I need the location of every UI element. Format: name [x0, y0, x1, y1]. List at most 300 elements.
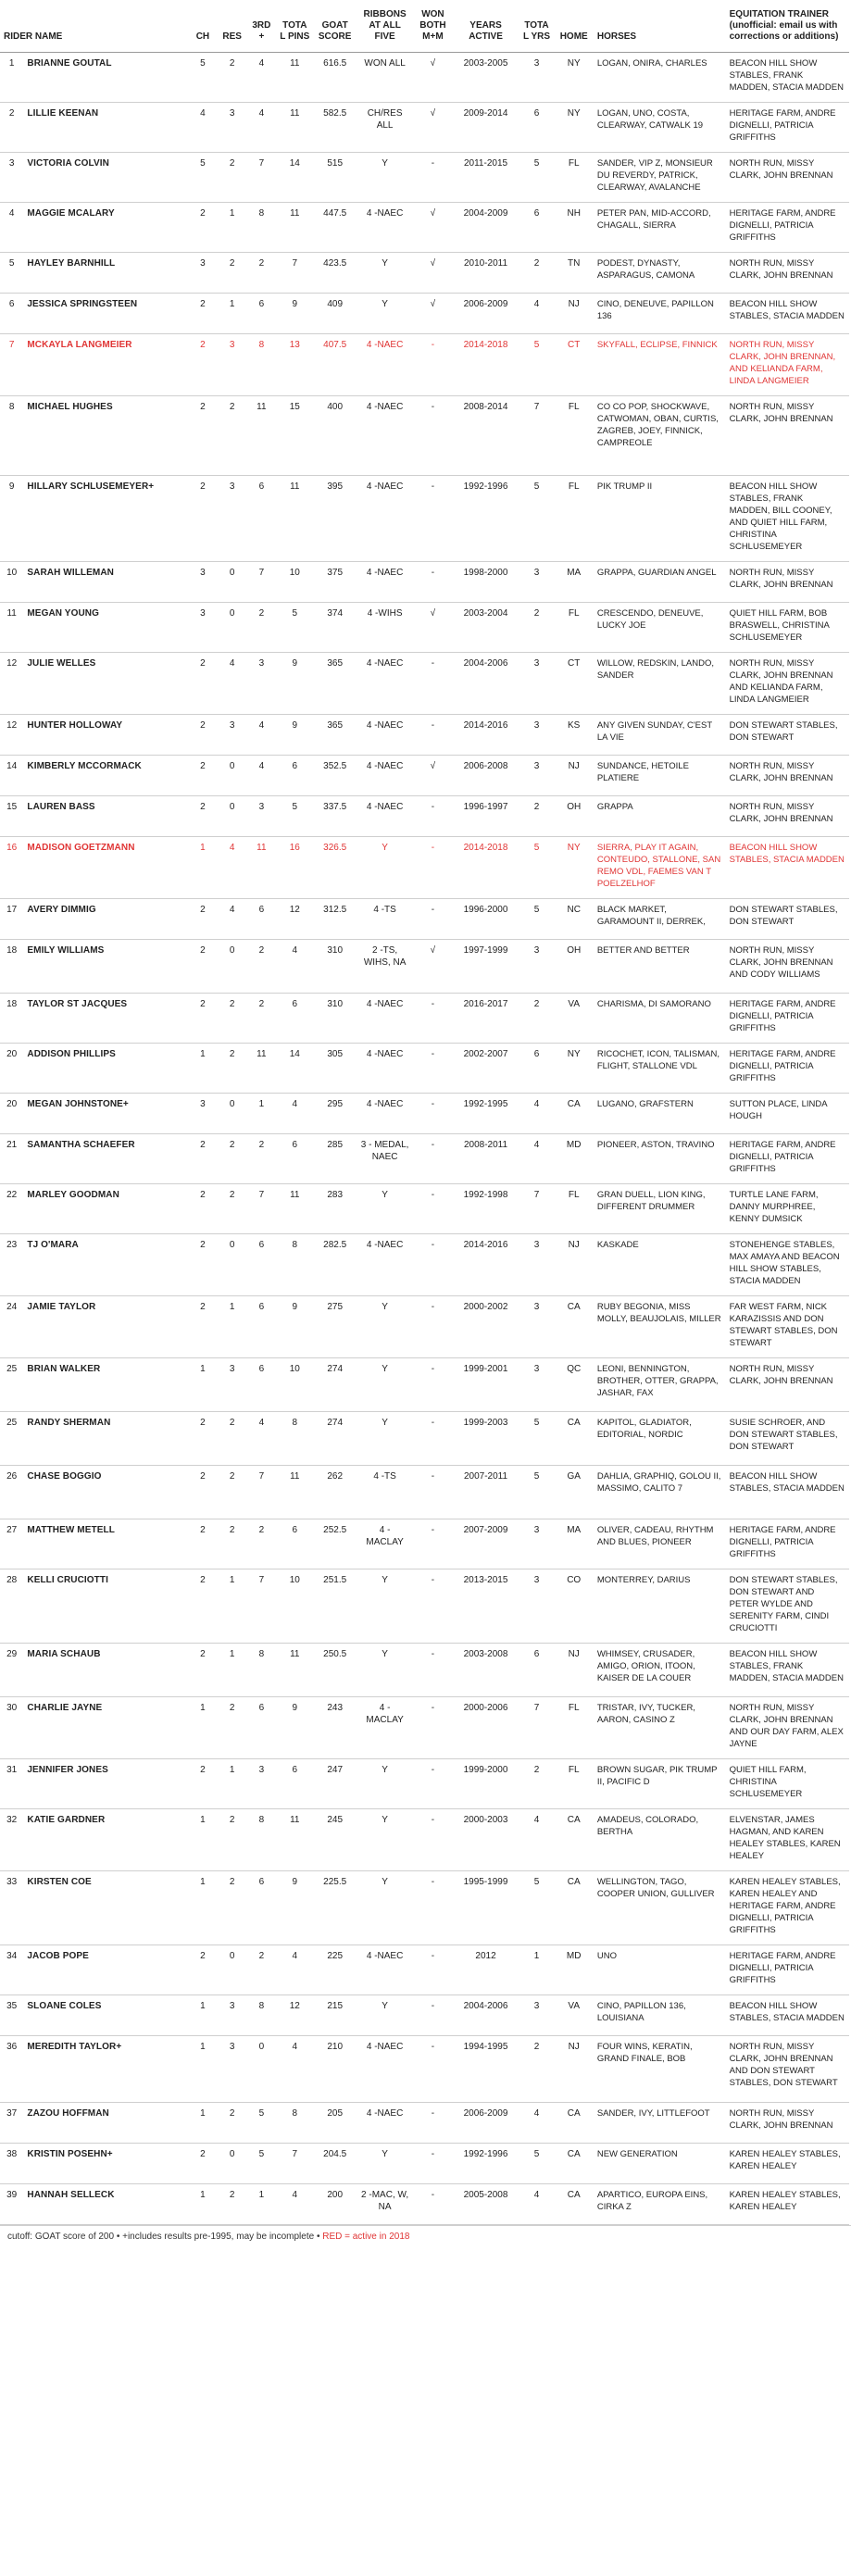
table-row: [0, 796, 849, 837]
ribbons-at-all-five: Y: [357, 1184, 413, 1234]
rider-name: MARLEY GOODMAN: [23, 1184, 188, 1234]
goat-score: 251.5: [313, 1569, 357, 1644]
equitation-trainer: BEACON HILL SHOW STABLES, STACIA MADDEN: [726, 294, 849, 334]
rider-name: ADDISON PHILLIPS: [23, 1044, 188, 1094]
table-row: [0, 1296, 849, 1358]
total-years: 3: [519, 1569, 554, 1644]
goat-score: 225.5: [313, 1871, 357, 1945]
ch-count: 2: [188, 1519, 218, 1569]
total-pins: 11: [276, 103, 313, 153]
third-count: 5: [247, 2103, 277, 2144]
res-count: 1: [218, 1569, 247, 1644]
res-count: 2: [218, 253, 247, 294]
header-ribbons: RIBBONS AT ALL FIVE: [357, 0, 413, 53]
horses: KASKADE: [594, 1234, 726, 1296]
won-both: -: [413, 1809, 452, 1871]
goat-score: 215: [313, 1995, 357, 2036]
home-state: NJ: [555, 294, 594, 334]
won-both: √: [413, 294, 452, 334]
total-years: 5: [519, 153, 554, 203]
rider-name: JAMIE TAYLOR: [23, 1296, 188, 1358]
horses: BROWN SUGAR, PIK TRUMP II, PACIFIC D: [594, 1759, 726, 1809]
total-pins: 11: [276, 53, 313, 103]
ch-count: 2: [188, 203, 218, 253]
total-pins: 14: [276, 1044, 313, 1094]
horses: AMADEUS, COLORADO, BERTHA: [594, 1809, 726, 1871]
home-state: FL: [555, 1759, 594, 1809]
ribbons-at-all-five: WON ALL: [357, 53, 413, 103]
rank-cell: 17: [0, 899, 23, 940]
table-row: [0, 1697, 849, 1759]
total-pins: 9: [276, 1697, 313, 1759]
table-row: [0, 103, 849, 153]
third-count: 7: [247, 1184, 277, 1234]
home-state: TN: [555, 253, 594, 294]
res-count: 2: [218, 1184, 247, 1234]
total-years: 3: [519, 1358, 554, 1412]
equitation-trainer: NORTH RUN, MISSY CLARK, JOHN BRENNAN: [726, 1358, 849, 1412]
table-header: [0, 0, 849, 53]
ch-count: 1: [188, 2036, 218, 2103]
won-both: √: [413, 203, 452, 253]
rank-cell: 18: [0, 940, 23, 994]
horses: WHIMSEY, CRUSADER, AMIGO, ORION, ITOON, KAISER DE LA COUER: [594, 1644, 726, 1697]
won-both: -: [413, 715, 452, 756]
horses: CO CO POP, SHOCKWAVE, CATWOMAN, OBAN, CURTIS, ZAGREB, JOEY, FINNICK, CAMPREOLE: [594, 396, 726, 476]
total-pins: 4: [276, 1945, 313, 1995]
total-years: 3: [519, 715, 554, 756]
res-count: 3: [218, 715, 247, 756]
res-count: 3: [218, 1358, 247, 1412]
rank-cell: 36: [0, 2036, 23, 2103]
home-state: MA: [555, 562, 594, 603]
rank-cell: 1: [0, 53, 23, 103]
total-pins: 13: [276, 334, 313, 396]
rider-name: MAGGIE MCALARY: [23, 203, 188, 253]
third-count: 8: [247, 203, 277, 253]
ch-count: 2: [188, 994, 218, 1044]
total-years: 3: [519, 53, 554, 103]
header-years-active: YEARS ACTIVE: [453, 0, 519, 53]
total-years: 5: [519, 1871, 554, 1945]
goat-score: 375: [313, 562, 357, 603]
total-pins: 6: [276, 1759, 313, 1809]
res-count: 3: [218, 103, 247, 153]
third-count: 7: [247, 153, 277, 203]
horses: OLIVER, CADEAU, RHYTHM AND BLUES, PIONEER: [594, 1519, 726, 1569]
total-years: 7: [519, 1184, 554, 1234]
table-row: [0, 1519, 849, 1569]
total-years: 5: [519, 334, 554, 396]
equitation-trainer: QUIET HILL FARM, BOB BRASWELL, CHRISTINA SCHLUSEMEYER: [726, 603, 849, 653]
ribbons-at-all-five: Y: [357, 1296, 413, 1358]
years-active: 2007-2009: [453, 1519, 519, 1569]
equitation-trainer: NORTH RUN, MISSY CLARK, JOHN BRENNAN: [726, 2103, 849, 2144]
years-active: 2003-2008: [453, 1644, 519, 1697]
equitation-trainer: HERITAGE FARM, ANDRE DIGNELLI, PATRICIA GRIFFITHS: [726, 1044, 849, 1094]
horses: GRAPPA, GUARDIAN ANGEL: [594, 562, 726, 603]
home-state: CA: [555, 2103, 594, 2144]
horses: CINO, PAPILLON 136, LOUISIANA: [594, 1995, 726, 2036]
table-row: [0, 1412, 849, 1466]
third-count: 2: [247, 994, 277, 1044]
table-row: [0, 2144, 849, 2184]
table-row: [0, 1644, 849, 1697]
years-active: 2004-2006: [453, 1995, 519, 2036]
ribbons-at-all-five: 4 -NAEC: [357, 1044, 413, 1094]
won-both: -: [413, 1466, 452, 1519]
rider-name: LILLIE KEENAN: [23, 103, 188, 153]
ribbons-at-all-five: 4 -NAEC: [357, 796, 413, 837]
equitation-trainer: QUIET HILL FARM, CHRISTINA SCHLUSEMEYER: [726, 1759, 849, 1809]
equitation-trainer: ELVENSTAR, JAMES HAGMAN, AND KAREN HEALEY STABLES, KAREN HEALEY: [726, 1809, 849, 1871]
total-pins: 15: [276, 396, 313, 476]
ribbons-at-all-five: Y: [357, 1358, 413, 1412]
ribbons-at-all-five: Y: [357, 1995, 413, 2036]
ch-count: 2: [188, 796, 218, 837]
header-res: RES: [218, 0, 247, 53]
equitation-trainer: DON STEWART STABLES, DON STEWART: [726, 715, 849, 756]
table-row: [0, 1995, 849, 2036]
home-state: MD: [555, 1945, 594, 1995]
rider-name: BRIANNE GOUTAL: [23, 53, 188, 103]
table-row: [0, 756, 849, 796]
total-pins: 9: [276, 294, 313, 334]
total-years: 3: [519, 940, 554, 994]
ch-count: 1: [188, 1697, 218, 1759]
won-both: -: [413, 796, 452, 837]
table-row: [0, 1809, 849, 1871]
table-row: [0, 1134, 849, 1184]
rank-cell: 16: [0, 837, 23, 899]
ribbons-at-all-five: 4 -NAEC: [357, 1094, 413, 1134]
ribbons-at-all-five: 4 -NAEC: [357, 994, 413, 1044]
goat-score: 447.5: [313, 203, 357, 253]
home-state: CA: [555, 1094, 594, 1134]
horses: WELLINGTON, TAGO, COOPER UNION, GULLIVER: [594, 1871, 726, 1945]
ribbons-at-all-five: Y: [357, 153, 413, 203]
rider-name: MCKAYLA LANGMEIER: [23, 334, 188, 396]
goat-score: 337.5: [313, 796, 357, 837]
total-pins: 9: [276, 653, 313, 715]
horses: UNO: [594, 1945, 726, 1995]
won-both: √: [413, 756, 452, 796]
won-both: -: [413, 1412, 452, 1466]
total-pins: 4: [276, 940, 313, 994]
equitation-trainer: NORTH RUN, MISSY CLARK, JOHN BRENNAN, AND KELIANDA FARM, LINDA LANGMEIER: [726, 334, 849, 396]
total-years: 6: [519, 1044, 554, 1094]
third-count: 4: [247, 1412, 277, 1466]
rank-cell: 38: [0, 2144, 23, 2184]
equitation-trainer: NORTH RUN, MISSY CLARK, JOHN BRENNAN: [726, 396, 849, 476]
third-count: 6: [247, 476, 277, 562]
res-count: 2: [218, 1466, 247, 1519]
total-pins: 8: [276, 1234, 313, 1296]
rider-name: JULIE WELLES: [23, 653, 188, 715]
goat-score: 282.5: [313, 1234, 357, 1296]
home-state: VA: [555, 1995, 594, 2036]
table-row: [0, 653, 849, 715]
ribbons-at-all-five: CH/RES ALL: [357, 103, 413, 153]
rider-name: BRIAN WALKER: [23, 1358, 188, 1412]
ch-count: 4: [188, 103, 218, 153]
years-active: 2012: [453, 1945, 519, 1995]
goat-score: 365: [313, 715, 357, 756]
horses: TRISTAR, IVY, TUCKER, AARON, CASINO Z: [594, 1697, 726, 1759]
home-state: FL: [555, 476, 594, 562]
horses: GRAN DUELL, LION KING, DIFFERENT DRUMMER: [594, 1184, 726, 1234]
total-years: 5: [519, 899, 554, 940]
goat-score: 210: [313, 2036, 357, 2103]
horses: BETTER AND BETTER: [594, 940, 726, 994]
header-rider-name: RIDER NAME: [0, 0, 188, 53]
equitation-trainer: BEACON HILL SHOW STABLES, FRANK MADDEN, STACIA MADDEN: [726, 1644, 849, 1697]
rank-cell: 33: [0, 1871, 23, 1945]
ribbons-at-all-five: 4 -NAEC: [357, 203, 413, 253]
ribbons-at-all-five: Y: [357, 837, 413, 899]
third-count: 2: [247, 940, 277, 994]
rank-cell: 29: [0, 1644, 23, 1697]
total-pins: 10: [276, 1358, 313, 1412]
horses: APARTICO, EUROPA EINS, CIRKA Z: [594, 2184, 726, 2225]
third-count: 3: [247, 796, 277, 837]
total-pins: 9: [276, 1296, 313, 1358]
goat-score: 204.5: [313, 2144, 357, 2184]
home-state: NJ: [555, 756, 594, 796]
footer-active-legend: RED = active in 2018: [322, 2232, 410, 2242]
rank-cell: 34: [0, 1945, 23, 1995]
goat-score: 312.5: [313, 899, 357, 940]
third-count: 4: [247, 103, 277, 153]
equitation-trainer: KAREN HEALEY STABLES, KAREN HEALEY AND HERITAGE FARM, ANDRE DIGNELLI, PATRICIA GRIFFITHS: [726, 1871, 849, 1945]
third-count: 11: [247, 1044, 277, 1094]
total-years: 4: [519, 1134, 554, 1184]
table-row: [0, 940, 849, 994]
res-count: 0: [218, 940, 247, 994]
ch-count: 5: [188, 153, 218, 203]
total-years: 4: [519, 1809, 554, 1871]
total-pins: 11: [276, 1184, 313, 1234]
ribbons-at-all-five: 3 - MEDAL, NAEC: [357, 1134, 413, 1184]
total-pins: 4: [276, 1094, 313, 1134]
home-state: NY: [555, 53, 594, 103]
rank-cell: 32: [0, 1809, 23, 1871]
years-active: 1995-1999: [453, 1871, 519, 1945]
ribbons-at-all-five: Y: [357, 1412, 413, 1466]
home-state: QC: [555, 1358, 594, 1412]
won-both: √: [413, 253, 452, 294]
horses: SKYFALL, ECLIPSE, FINNICK: [594, 334, 726, 396]
home-state: FL: [555, 1184, 594, 1234]
rank-cell: 20: [0, 1094, 23, 1134]
total-pins: 6: [276, 756, 313, 796]
ribbons-at-all-five: 4 -TS: [357, 1466, 413, 1519]
res-count: 2: [218, 1044, 247, 1094]
home-state: NH: [555, 203, 594, 253]
horses: PODEST, DYNASTY, ASPARAGUS, CAMONA: [594, 253, 726, 294]
ribbons-at-all-five: 4 -NAEC: [357, 476, 413, 562]
ribbons-at-all-five: Y: [357, 1759, 413, 1809]
table-row: [0, 1184, 849, 1234]
ribbons-at-all-five: 4 -NAEC: [357, 1945, 413, 1995]
total-pins: 6: [276, 1134, 313, 1184]
total-pins: 11: [276, 203, 313, 253]
won-both: -: [413, 1569, 452, 1644]
home-state: OH: [555, 940, 594, 994]
rider-name: MEGAN YOUNG: [23, 603, 188, 653]
won-both: -: [413, 2036, 452, 2103]
home-state: FL: [555, 603, 594, 653]
equitation-trainer: TURTLE LANE FARM, DANNY MURPHREE, KENNY DUMSICK: [726, 1184, 849, 1234]
total-years: 5: [519, 1412, 554, 1466]
rider-name: SAMANTHA SCHAEFER: [23, 1134, 188, 1184]
ribbons-at-all-five: Y: [357, 1644, 413, 1697]
years-active: 1998-2000: [453, 562, 519, 603]
table-row: [0, 153, 849, 203]
years-active: 2002-2007: [453, 1044, 519, 1094]
ch-count: 2: [188, 1569, 218, 1644]
years-active: 1999-2001: [453, 1358, 519, 1412]
horses: LEONI, BENNINGTON, BROTHER, OTTER, GRAPPA, JASHAR, FAX: [594, 1358, 726, 1412]
years-active: 2011-2015: [453, 153, 519, 203]
ribbons-at-all-five: 4 -NAEC: [357, 2103, 413, 2144]
ch-count: 2: [188, 294, 218, 334]
years-active: 1996-2000: [453, 899, 519, 940]
goat-score: 245: [313, 1809, 357, 1871]
rider-name: KRISTIN POSEHN+: [23, 2144, 188, 2184]
home-state: NJ: [555, 1644, 594, 1697]
goat-score: 326.5: [313, 837, 357, 899]
ch-count: 3: [188, 1094, 218, 1134]
rank-cell: 35: [0, 1995, 23, 2036]
table-row: [0, 396, 849, 476]
won-both: √: [413, 103, 452, 153]
res-count: 1: [218, 1644, 247, 1697]
table-row: [0, 603, 849, 653]
rider-name: KATIE GARDNER: [23, 1809, 188, 1871]
header-ch: CH: [188, 0, 218, 53]
ribbons-at-all-five: Y: [357, 1569, 413, 1644]
goat-score: 252.5: [313, 1519, 357, 1569]
goat-score: 200: [313, 2184, 357, 2225]
header-trainer: EQUITATION TRAINER (unofficial: email us with corrections or additions): [726, 0, 849, 53]
equitation-trainer: SUSIE SCHROER, AND DON STEWART STABLES, DON STEWART: [726, 1412, 849, 1466]
home-state: CO: [555, 1569, 594, 1644]
goat-score: 283: [313, 1184, 357, 1234]
ribbons-at-all-five: Y: [357, 1871, 413, 1945]
res-count: 1: [218, 203, 247, 253]
home-state: FL: [555, 396, 594, 476]
home-state: NY: [555, 1044, 594, 1094]
years-active: 2010-2011: [453, 253, 519, 294]
ribbons-at-all-five: 2 -TS, WIHS, NA: [357, 940, 413, 994]
goat-score: 515: [313, 153, 357, 203]
res-count: 3: [218, 2036, 247, 2103]
rank-cell: 9: [0, 476, 23, 562]
years-active: 2000-2003: [453, 1809, 519, 1871]
won-both: -: [413, 2184, 452, 2225]
horses: CINO, DENEUVE, PAPILLON 136: [594, 294, 726, 334]
res-count: 2: [218, 994, 247, 1044]
won-both: √: [413, 53, 452, 103]
third-count: 3: [247, 1759, 277, 1809]
years-active: 1992-1996: [453, 476, 519, 562]
ch-count: 2: [188, 1184, 218, 1234]
rider-name: VICTORIA COLVIN: [23, 153, 188, 203]
table-row: [0, 294, 849, 334]
horses: MONTERREY, DARIUS: [594, 1569, 726, 1644]
years-active: 2006-2009: [453, 294, 519, 334]
table-row: [0, 2103, 849, 2144]
total-pins: 6: [276, 994, 313, 1044]
years-active: 2009-2014: [453, 103, 519, 153]
ribbons-at-all-five: 2 -MAC, W, NA: [357, 2184, 413, 2225]
home-state: CA: [555, 1296, 594, 1358]
equitation-trainer: HERITAGE FARM, ANDRE DIGNELLI, PATRICIA GRIFFITHS: [726, 103, 849, 153]
goat-score: 365: [313, 653, 357, 715]
horses: SUNDANCE, HETOILE PLATIERE: [594, 756, 726, 796]
rank-cell: 11: [0, 603, 23, 653]
goat-score: 310: [313, 994, 357, 1044]
horses: BLACK MARKET, GARAMOUNT II, DERREK,: [594, 899, 726, 940]
years-active: 2008-2014: [453, 396, 519, 476]
rider-name: HAYLEY BARNHILL: [23, 253, 188, 294]
total-years: 2: [519, 253, 554, 294]
won-both: -: [413, 476, 452, 562]
ribbons-at-all-five: 4 -NAEC: [357, 756, 413, 796]
goat-score: 374: [313, 603, 357, 653]
rank-cell: 21: [0, 1134, 23, 1184]
ch-count: 3: [188, 562, 218, 603]
goat-score: 395: [313, 476, 357, 562]
won-both: -: [413, 153, 452, 203]
rank-cell: 7: [0, 334, 23, 396]
won-both: -: [413, 2103, 452, 2144]
ribbons-at-all-five: 4 -TS: [357, 899, 413, 940]
years-active: 2014-2016: [453, 715, 519, 756]
rank-cell: 22: [0, 1184, 23, 1234]
ribbons-at-all-five: Y: [357, 2144, 413, 2184]
home-state: OH: [555, 796, 594, 837]
horses: SANDER, IVY, LITTLEFOOT: [594, 2103, 726, 2144]
res-count: 2: [218, 1809, 247, 1871]
horses: CRESCENDO, DENEUVE, LUCKY JOE: [594, 603, 726, 653]
total-years: 3: [519, 1234, 554, 1296]
rank-cell: 24: [0, 1296, 23, 1358]
years-active: 2014-2016: [453, 1234, 519, 1296]
horses: LUGANO, GRAFSTERN: [594, 1094, 726, 1134]
rider-name: MATTHEW METELL: [23, 1519, 188, 1569]
total-years: 2: [519, 796, 554, 837]
total-pins: 12: [276, 899, 313, 940]
years-active: 2006-2009: [453, 2103, 519, 2144]
home-state: CT: [555, 653, 594, 715]
ch-count: 1: [188, 1995, 218, 2036]
rank-cell: 26: [0, 1466, 23, 1519]
rider-name: KIMBERLY MCCORMACK: [23, 756, 188, 796]
res-count: 2: [218, 153, 247, 203]
years-active: 2014-2018: [453, 334, 519, 396]
rider-name: HANNAH SELLECK: [23, 2184, 188, 2225]
header-horses: HORSES: [594, 0, 726, 53]
horses: RUBY BEGONIA, MISS MOLLY, BEAUJOLAIS, MILLER: [594, 1296, 726, 1358]
total-years: 6: [519, 1644, 554, 1697]
rank-cell: 31: [0, 1759, 23, 1809]
won-both: -: [413, 562, 452, 603]
goat-score: 262: [313, 1466, 357, 1519]
third-count: 4: [247, 715, 277, 756]
goat-score: 582.5: [313, 103, 357, 153]
